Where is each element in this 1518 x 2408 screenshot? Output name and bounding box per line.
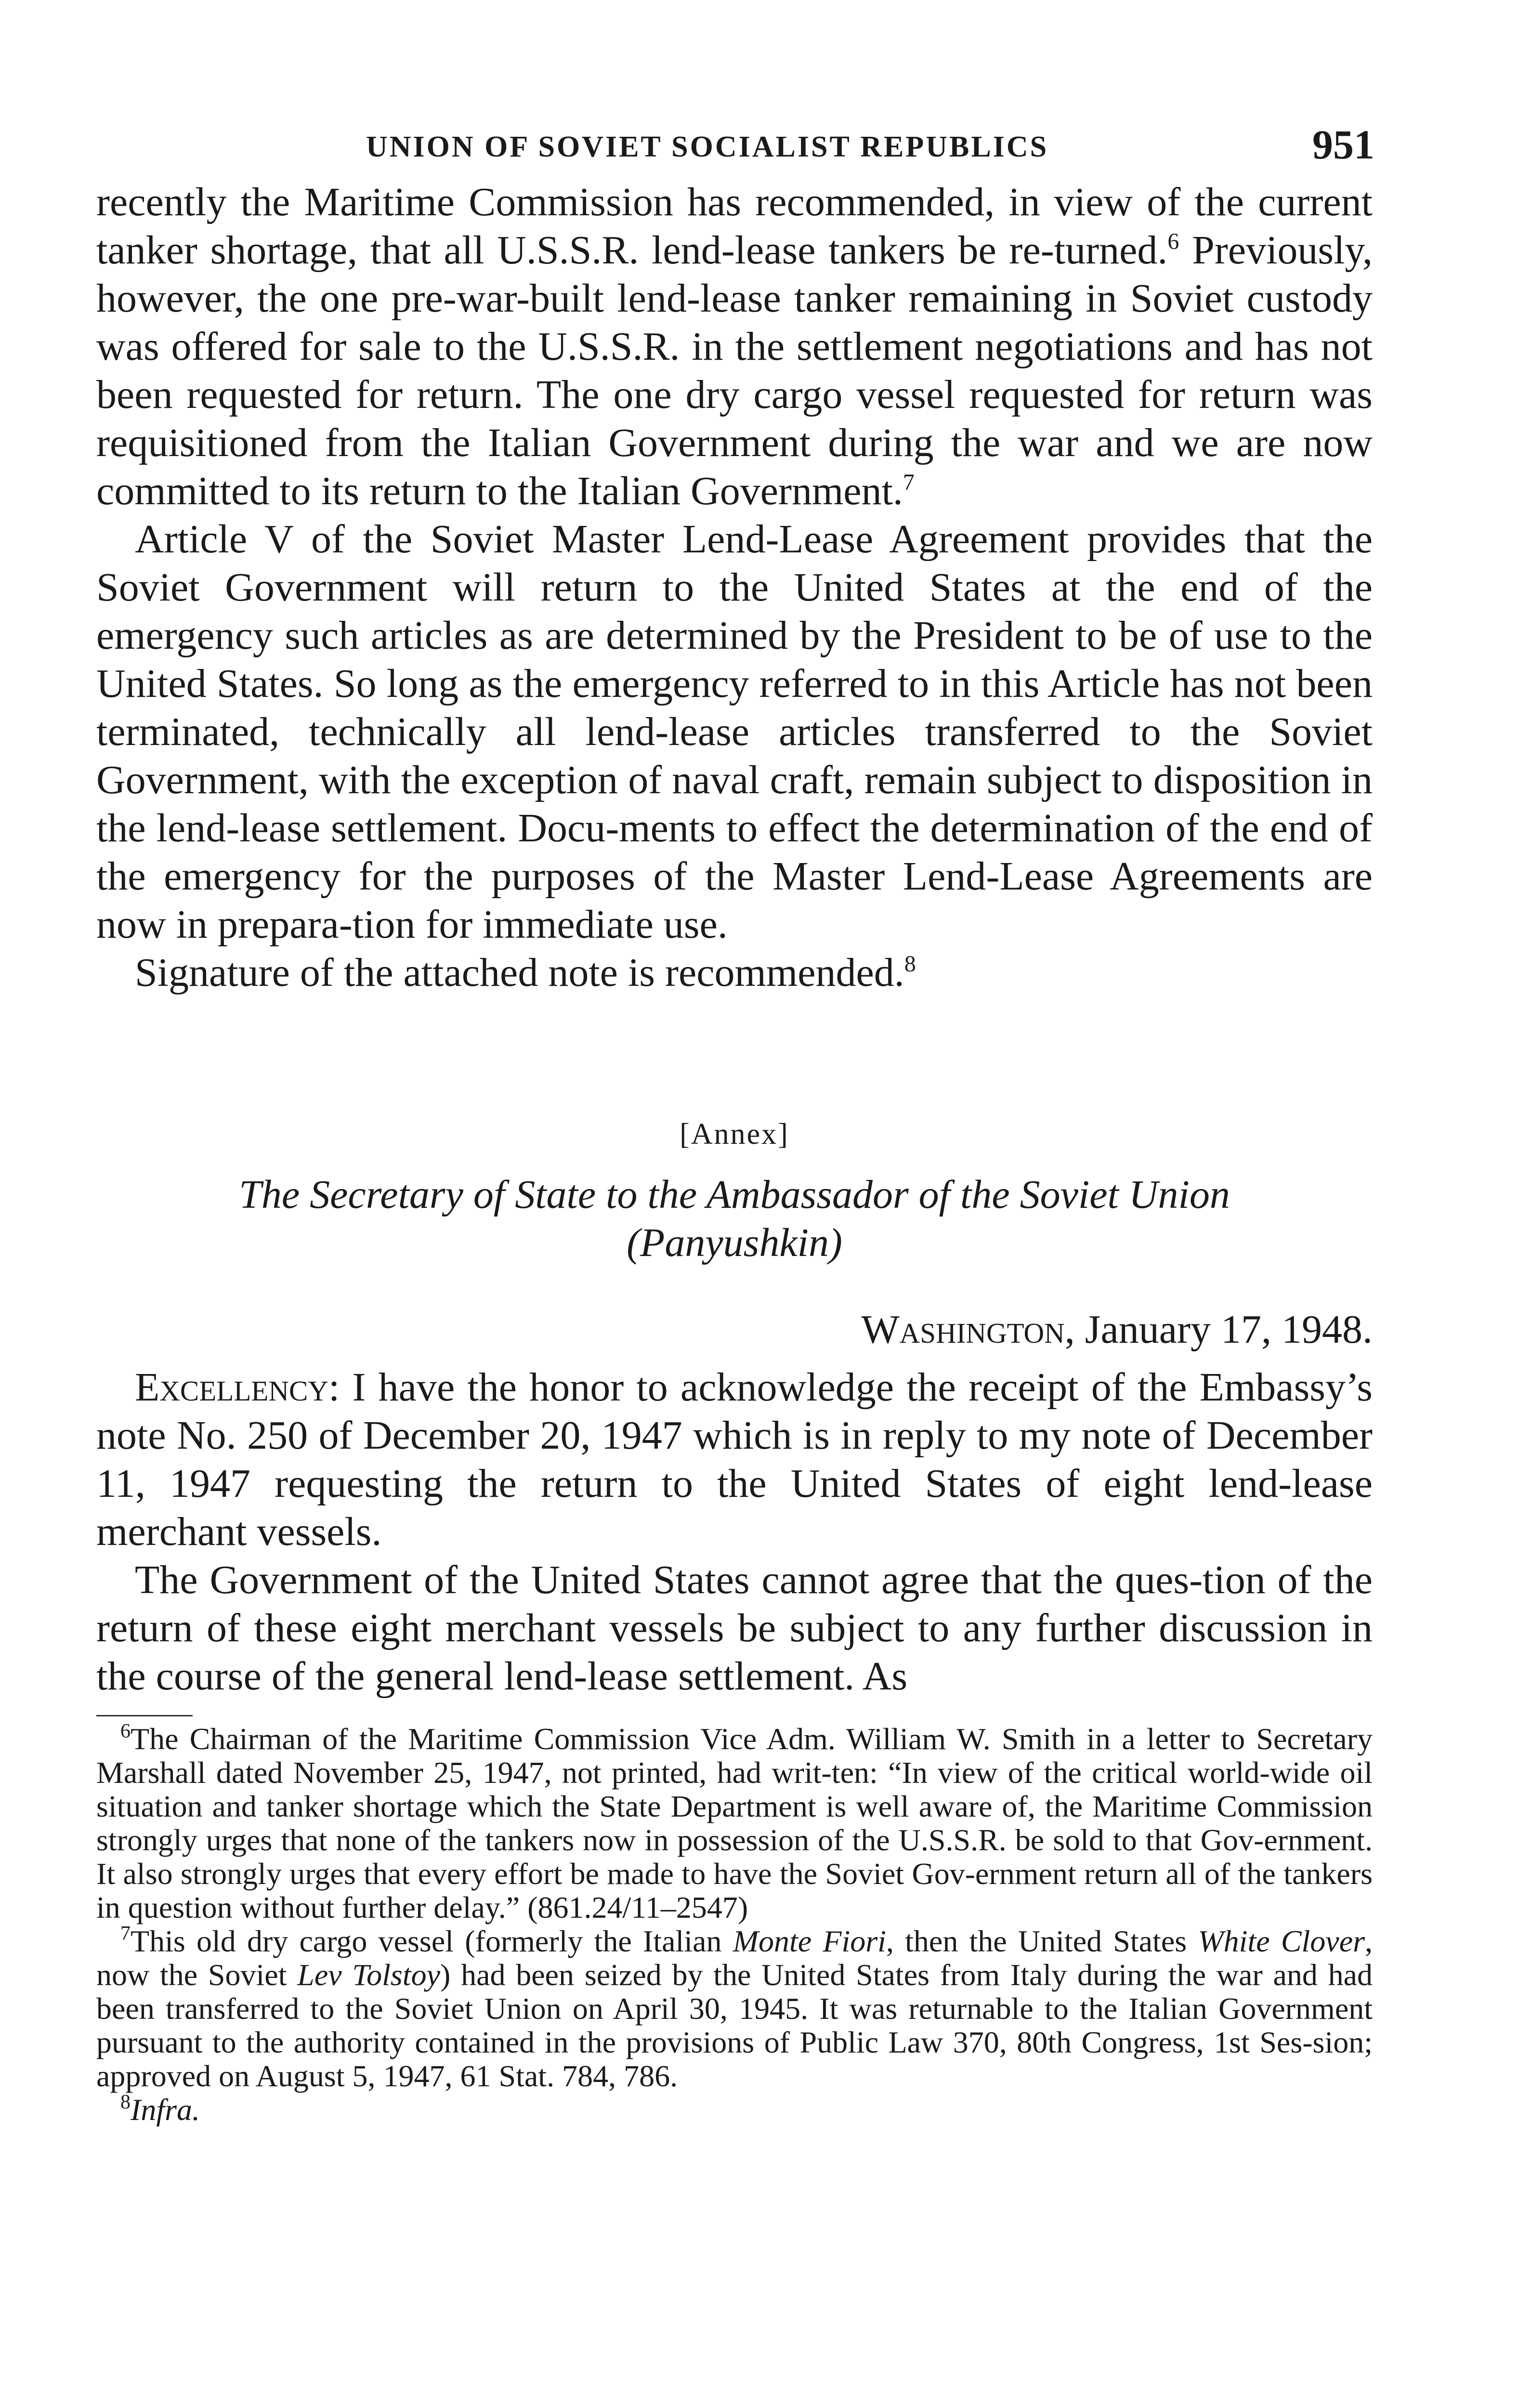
footnote-7-text-d: ) had been seized by the United States from Italy during the war and had been transferred to the Soviet Union on April 30, 1945. It was returnable to the Italian Government pursuant to the authority contained in the provisions of Public Law 370, 80th Congress, 1st Ses-sion; approved on August 5, 1947, 61 Stat. 784, 786. bbox=[96, 1958, 1373, 2093]
footnote-divider bbox=[96, 1715, 193, 1716]
running-head bbox=[96, 120, 1373, 178]
dateline-place: Washington, bbox=[861, 1307, 1075, 1352]
footnote-7-text-c: , now the Soviet bbox=[96, 1924, 1373, 1992]
footnote-8-text: Infra. bbox=[131, 2093, 200, 2127]
annex-label: [Annex] bbox=[680, 1118, 789, 1151]
footnote-7-ship-2: White Clover bbox=[1198, 1924, 1365, 1958]
footnote-7-text-b: , then the United States bbox=[886, 1924, 1198, 1958]
body-paragraph-1-text-b: Previously, however, the one pre-war-built lend-lease tanker remaining in Soviet custody was offered for sale to the U.S.S.R. in the settlement negotiations and has not been requested for return. The one dry cargo vessel requested for return was requisitioned from the Italian Government during the war and we are now committed to its return to the Italian Government. bbox=[96, 228, 1373, 513]
running-title: UNION OF SOVIET SOCIALIST REPUBLICS bbox=[366, 131, 1049, 163]
document-page bbox=[96, 120, 1373, 2127]
body-paragraph-2: Article V of the Soviet Master Lend-Lease Agreement provides that the Soviet Government will return to the United States at the end of the emergency such articles as are determined by the President to be of use to the United States. So long as the emergency referred to in this Article has not been terminated, technically all lend-lease articles transferred to the Soviet Government, with the exception of naval craft, remain subject to disposition in the lend-lease settlement. Docu-ments to effect the determination of the end of the emergency for the purposes of the Master Lend-Lease Agreements are now in prepara-tion for immediate use. bbox=[96, 517, 1373, 947]
body-paragraph-3 bbox=[96, 949, 1373, 997]
page-number: 951 bbox=[1312, 121, 1374, 168]
footnote-7-ship-1: Monte Fiori bbox=[733, 1924, 886, 1958]
annex-paragraph-1 bbox=[96, 1363, 1373, 1556]
body-paragraph-3-text: Signature of the attached note is recommended. bbox=[135, 950, 904, 995]
footnote-7-ship-3: Lev Tolstoy bbox=[297, 1958, 441, 1992]
footnote-7 bbox=[96, 1924, 1373, 2093]
footnote-7-text-a: This old dry cargo vessel (formerly the Italian bbox=[131, 1924, 733, 1958]
annex-title-line-1: The Secretary of State to the Ambassador of the Soviet Union bbox=[239, 1172, 1230, 1217]
footnote-6-marker: 6 bbox=[120, 1720, 131, 1742]
annex-title bbox=[96, 1171, 1373, 1267]
footnote-6-text: The Chairman of the Maritime Commission Vice Adm. William W. Smith in a letter to Secretary Marshall dated November 25, 1947, not printed, had writ-ten: “In view of the critical world-wide oil situation and tanker shortage which the State Department is well aware of, the Maritime Commission strongly urges that none of the tankers now in possession of the U.S.S.R. be sold to that Gov-ernment. It also strongly urges that every effort be made to have the Soviet Gov-ernment return all of the tankers in question without further delay.” (861.24/11–2547) bbox=[96, 1722, 1373, 1924]
dateline-date: January 17, 1948. bbox=[1074, 1307, 1373, 1352]
footnote-ref-8: 8 bbox=[904, 951, 916, 977]
footnote-7-marker: 7 bbox=[120, 1923, 131, 1945]
annex-title-line-2: (Panyushkin) bbox=[627, 1220, 842, 1265]
body-paragraph-1-text-a: recently the Maritime Commission has recommended, in view of the current tanker shortage, that all U.S.S.R. lend-lease tankers be re-turned. bbox=[96, 180, 1373, 273]
footnote-6 bbox=[96, 1722, 1373, 1924]
footnote-8 bbox=[96, 2093, 1373, 2127]
body-paragraph-1 bbox=[96, 178, 1373, 515]
salutation: Excellency: bbox=[135, 1365, 340, 1410]
annex-paragraph-2: The Government of the United States cannot agree that the ques-tion of the return of these eight merchant vessels be subject to any further discussion in the course of the general lend-lease settlement. As bbox=[96, 1557, 1373, 1699]
footnote-ref-7: 7 bbox=[903, 470, 915, 495]
footnote-8-marker: 8 bbox=[120, 2091, 131, 2113]
footnote-ref-6: 6 bbox=[1167, 229, 1179, 254]
annex-paragraph-1-text: I have the honor to acknowledge the receipt of the Embassy’s note No. 250 of December 20, 1947 which is in reply to my note of December 11, 1947 requesting the return to the United States of eight lend-lease merchant vessels. bbox=[96, 1365, 1373, 1554]
dateline bbox=[96, 1306, 1373, 1354]
